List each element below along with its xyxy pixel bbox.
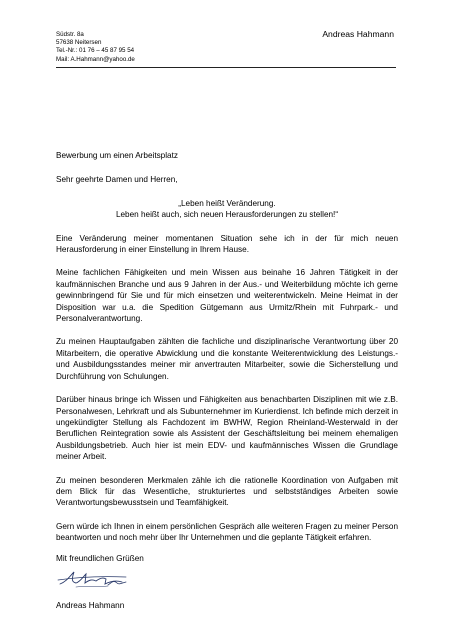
sender-phone: Tel.-Nr.: 01 76 – 45 87 95 54 xyxy=(56,47,135,55)
letter-closing: Mit freundlichen Grüßen xyxy=(56,553,144,563)
sender-name-header: Andreas Hahmann xyxy=(322,29,394,39)
letter-body xyxy=(56,150,398,611)
body-paragraph: Darüber hinaus bringe ich Wissen und Fähigkeiten aus benachbarten Disziplinen mit wie z.B. Personalwesen, Lehrkraft und als Subunternehmer im Kurierdienst. Ich befinde mich derzeit in ungekündigter Stellung als Fachdozent im BWHW, Region Rheinland-Westerwald in der Beruflichen Reintegration sowie als Assistent der Geschäftsleitung bei meinem ehemaligen Ausbildungsbetrieb. Auch hier ist mein EDV- und kaufmännisches Wissen die Grundlage meiner Arbeit. xyxy=(56,395,398,462)
body-paragraph: Gern würde ich Ihnen in einem persönlichen Gespräch alle weiteren Fragen zu meiner Person beantworten und noch mehr über Ihr Unternehmen und die geplante Tätigkeit erfahren. xyxy=(56,521,398,543)
sender-email: Mail: A.Hahmann@yahoo.de xyxy=(56,55,135,63)
letter-subject: Bewerbung um einen Arbeitsplatz xyxy=(56,151,178,160)
handwritten-signature xyxy=(56,564,140,590)
sender-address-block xyxy=(56,31,135,64)
body-paragraph: Zu meinen besonderen Merkmalen zähle ich die rationelle Koordination von Aufgaben mit dem Blick für das Wesentliche, strukturiertes und selbstständiges Arbeiten sowie Verantwortungsbewusstsein und Teamfähigkeit. xyxy=(56,475,398,508)
motto-line: Leben heißt auch, sich neuen Herausforderungen zu stellen!“ xyxy=(115,210,339,220)
body-paragraph: Eine Veränderung meiner momentanen Situation sehe ich in der für mich neuen Herausforderung in einer Einstellung in Ihrem Hause. xyxy=(56,233,398,255)
body-paragraph: Meine fachlichen Fähigkeiten und mein Wissen aus beinahe 16 Jahren Tätigkeit in der kaufmännischen Branche und aus 9 Jahren in der Aus.- und Weiterbildung möchte ich gerne gewinnbringend für Sie und für mich einsetzen und weiterentwickeln. Meine Heimat in der Disposition war u.a. die Spedition Gütgemann aus Urmitz/Rhein mit Fuhrpark.- und Personalverantwortung. xyxy=(56,268,398,324)
signed-name: Andreas Hahmann xyxy=(56,600,125,610)
body-paragraph: Zu meinen Hauptaufgaben zählten die fachliche und disziplinarische Verantwortung über 20 Mitarbeitern, die operative Abwicklung und die konstante Weiterentwicklung des Leistungs.- und Ausbildungsstandes meiner mir anvertrauten Mitarbeiter, sowie die Sicherstellung und Durchführung von Schulungen. xyxy=(56,337,398,381)
sender-city: 57638 Neitersen xyxy=(56,39,102,47)
motto-line: „Leben heißt Veränderung. xyxy=(178,198,276,208)
header-divider xyxy=(56,67,396,68)
motto-quote xyxy=(56,198,398,221)
sender-street: Südstr. 8a xyxy=(56,31,84,38)
letter-salutation: Sehr geehrte Damen und Herren, xyxy=(56,175,178,185)
